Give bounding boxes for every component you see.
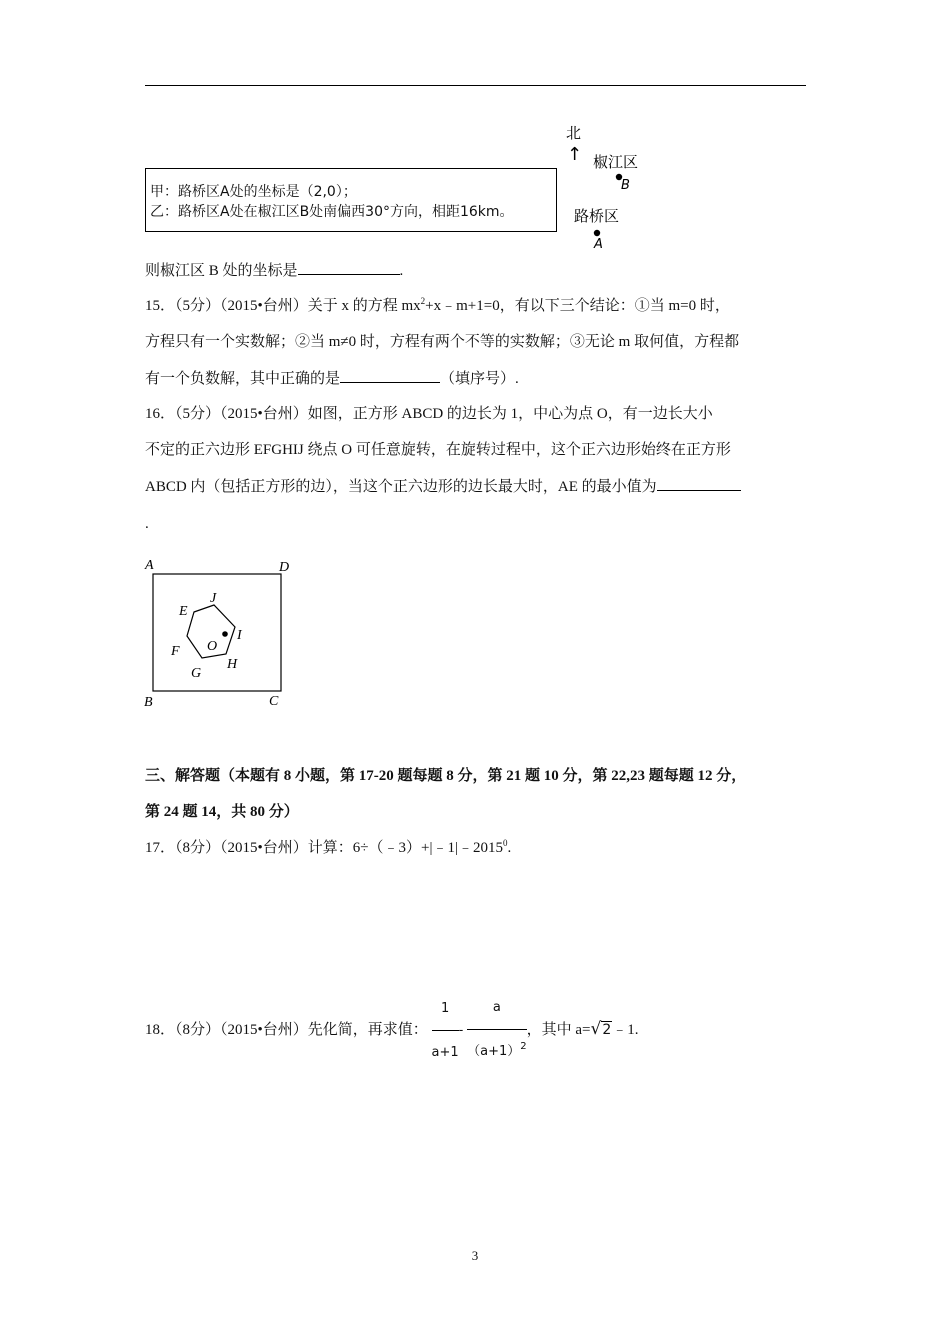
- fraction-2-exponent: 2: [520, 1041, 527, 1052]
- section-3-heading-line-2: 第 24 题 14，共 80 分）: [145, 804, 299, 820]
- q15-text-b: +x﹣m+1=0，有以下三个结论：①当 m=0 时，: [425, 298, 730, 314]
- section-3-heading-line-1: 三、解答题（本题有 8 小题，第 17-20 题每题 8 分，第 21 题 10 分，第 22,23 题每题 12 分，: [145, 768, 747, 784]
- point-a: [594, 230, 600, 236]
- q14-answer-blank[interactable]: [298, 260, 400, 275]
- header-rule: [145, 85, 806, 86]
- label-a: A: [145, 558, 154, 573]
- info-box-line-2: 乙：路桥区A处在椒江区B处南偏西30°方向，相距16km。: [150, 204, 514, 220]
- fraction-2-denominator: [467, 1030, 527, 1073]
- label-o: O: [207, 639, 218, 654]
- fraction-1: [432, 989, 459, 1073]
- sqrt-icon: √: [590, 1018, 602, 1039]
- fraction-2: [467, 988, 527, 1073]
- point-a-label: A: [594, 237, 603, 252]
- q16-line-4: .: [145, 516, 149, 532]
- q15-line-1: [145, 296, 730, 317]
- q17-exponent: 0: [502, 838, 508, 848]
- q15-line-3: [145, 368, 519, 389]
- page-number: 3: [471, 1248, 479, 1263]
- label-g: G: [191, 666, 202, 681]
- label-f: F: [171, 644, 180, 659]
- q17-end: .: [507, 840, 512, 856]
- q16-line-2: 不定的正六边形 EFGHIJ 绕点 O 可任意旋转，在旋转过程中，这个正六边形始终在正方形: [145, 442, 731, 458]
- q15-answer-blank[interactable]: [340, 368, 440, 383]
- info-box-line-1: 甲：路桥区A处的坐标是（2,0）；: [150, 184, 357, 200]
- label-h: H: [227, 657, 238, 672]
- q16-answer-blank[interactable]: [657, 476, 741, 491]
- fraction-1-denominator: a+1: [431, 1044, 459, 1060]
- minus-sign: -: [458, 1022, 464, 1038]
- label-b: B: [144, 695, 153, 710]
- q14-answer-line: [145, 260, 403, 281]
- q15-text-d: （填序号）.: [440, 371, 519, 387]
- b-district-label: 椒江区: [593, 153, 639, 171]
- label-c: C: [269, 694, 279, 709]
- label-j: J: [210, 591, 217, 606]
- map-figure: [560, 118, 660, 254]
- info-box: [145, 168, 557, 232]
- q16-line-3: [145, 476, 741, 497]
- fraction-1-numerator: 1: [432, 989, 459, 1031]
- q16-line-1: 16．（5分）（2015•台州）如图，正方形 ABCD 的边长为 1，中心为点 O，有一边长大小: [145, 406, 713, 422]
- north-arrow-icon: ↑: [567, 144, 583, 165]
- sqrt-value: 2: [602, 1021, 612, 1038]
- q15-text-c: 有一个负数解，其中正确的是: [145, 371, 341, 387]
- q15-line-2: 方程只有一个实数解；②当 m≠0 时，方程有两个不等的实数解；③无论 m 取何值，方程都: [145, 334, 740, 350]
- a-district-label: 路桥区: [574, 207, 620, 225]
- label-i: I: [237, 628, 242, 643]
- square-hexagon-figure: [140, 552, 300, 712]
- center-o-dot: [222, 631, 228, 637]
- label-e: E: [179, 604, 188, 619]
- q18-tail: ﹣1.: [612, 1021, 639, 1038]
- point-b-label: B: [621, 178, 630, 193]
- fraction-2-numerator: a: [467, 988, 527, 1030]
- square-abcd: [153, 574, 281, 691]
- q15-exponent: 2: [420, 296, 426, 306]
- q15-text-a: 15．（5分）（2015•台州）关于 x 的方程 mx: [145, 298, 421, 314]
- label-d: D: [279, 560, 290, 575]
- fraction-2-denominator-base: （a+1）: [467, 1044, 521, 1059]
- q14-end: .: [399, 263, 404, 279]
- q16-text: ABCD 内（包括正方形的边），当这个正六边形的边长最大时，AE 的最小值为: [145, 479, 657, 495]
- q17: [145, 838, 511, 859]
- q18-mid: ，其中 a=: [526, 1021, 591, 1038]
- q17-text: 17．（8分）（2015•台州）计算：6÷（﹣3）+|﹣1|﹣2015: [145, 840, 503, 856]
- q18-prefix: 18．（8分）（2015•台州）先化简，再求值：: [145, 1021, 428, 1038]
- north-label: 北: [566, 124, 582, 142]
- q18: [145, 988, 639, 1073]
- q14-text: 则椒江区 B 处的坐标是: [145, 263, 298, 279]
